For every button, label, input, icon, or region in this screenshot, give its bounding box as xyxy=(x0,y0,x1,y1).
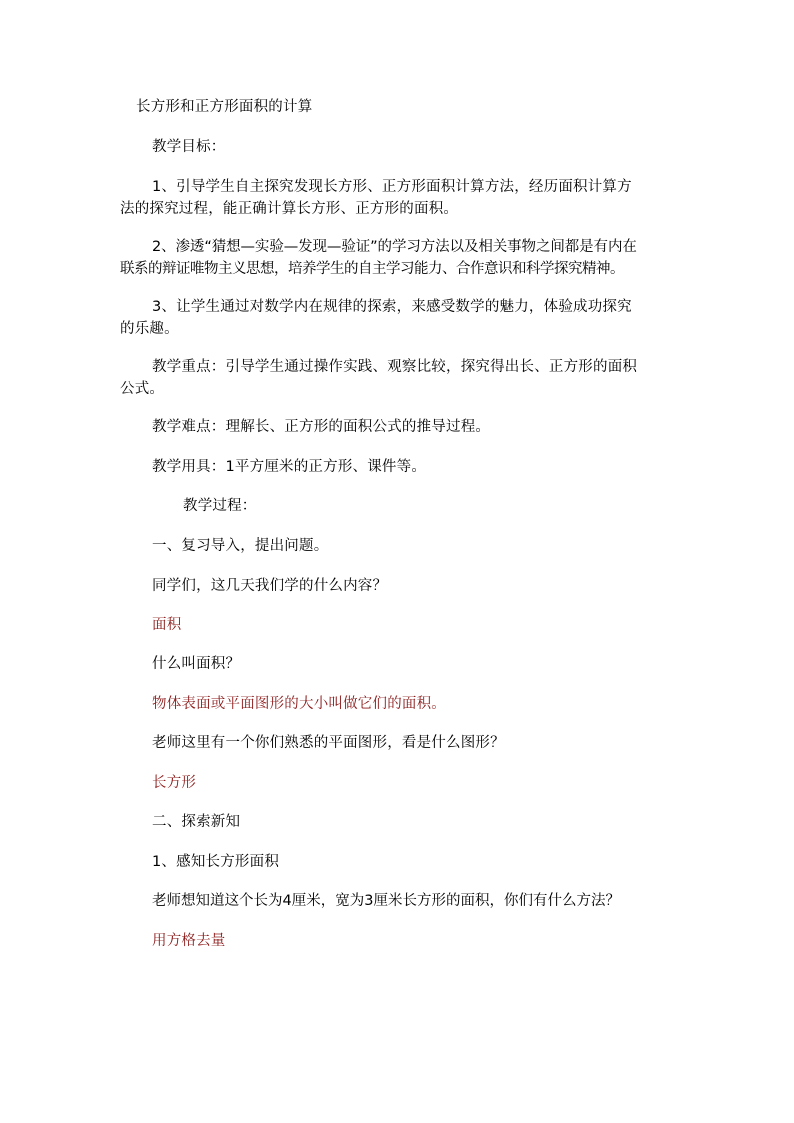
goals-heading: 教学目标： xyxy=(152,139,226,155)
answer-4: 用方格去量 xyxy=(152,933,226,949)
tools-text: 教学用具：1平方厘米的正方形、课件等。 xyxy=(152,459,427,475)
difficulty-text: 教学难点：理解长、正方形的面积公式的推导过程。 xyxy=(152,419,491,435)
section-2-heading: 二、探索新知 xyxy=(152,814,241,830)
goal-2-line-1: 2、渗透“猜想—实验—发现—验证”的学习方法以及相关事物之间都是有内在 xyxy=(152,239,637,255)
document-title: 长方形和正方形面积的计算 xyxy=(136,99,313,115)
answer-3: 长方形 xyxy=(152,775,197,791)
goal-3-line-1: 3、让学生通过对数学内在规律的探索，来感受数学的魅力，体验成功探究 xyxy=(152,299,632,315)
question-2: 什么叫面积？ xyxy=(152,656,241,672)
subsection-1-heading: 1、感知长方形面积 xyxy=(152,854,280,870)
process-heading: 教学过程： xyxy=(183,498,257,514)
goal-2-line-2: 联系的辩证唯物主义思想，培养学生的自主学习能力、合作意识和科学探究精神。 xyxy=(120,261,624,277)
key-point-line-2: 公式。 xyxy=(120,381,165,397)
question-3: 老师这里有一个你们熟悉的平面图形，看是什么图形？ xyxy=(152,735,505,751)
goal-1-line-2: 法的探究过程，能正确计算长方形、正方形的面积。 xyxy=(120,201,459,217)
question-4: 老师想知道这个长为4厘米，宽为3厘米长方形的面积，你们有什么方法？ xyxy=(152,893,620,909)
section-1-heading: 一、复习导入，提出问题。 xyxy=(152,538,329,554)
key-point-line-1: 教学重点：引导学生通过操作实践、观察比较，探究得出长、正方形的面积 xyxy=(152,359,638,375)
question-1: 同学们，这几天我们学的什么内容？ xyxy=(152,578,388,594)
goal-3-line-2: 的乐趣。 xyxy=(120,321,179,337)
answer-1: 面积 xyxy=(152,617,182,633)
answer-2: 物体表面或平面图形的大小叫做它们的面积。 xyxy=(152,696,446,712)
goal-1-line-1: 1、引导学生自主探究发现长方形、正方形面积计算方法，经历面积计算方 xyxy=(152,179,632,195)
